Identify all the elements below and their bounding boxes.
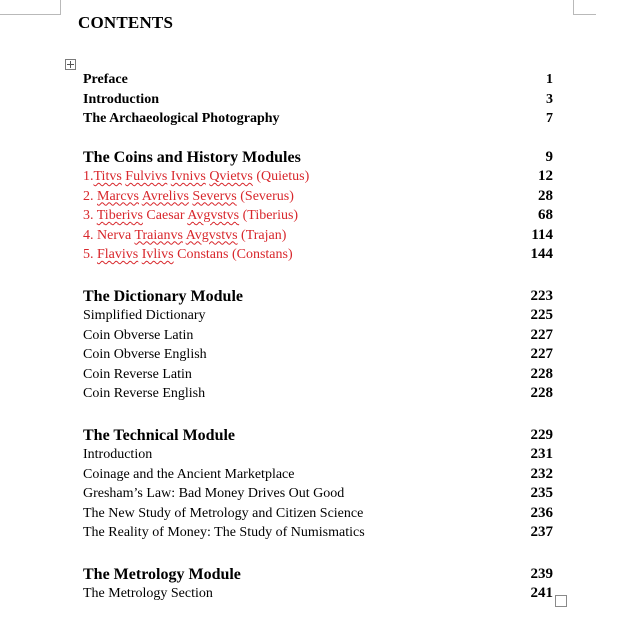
toc-section-dictionary[interactable] bbox=[83, 287, 553, 307]
toc-entry-page: 236 bbox=[530, 504, 553, 521]
toc-entry-title: Coin Obverse Latin bbox=[83, 327, 194, 343]
toc-section-page: 239 bbox=[530, 565, 553, 582]
misspelled-word: Flavivs bbox=[97, 247, 139, 262]
toc-row-greshams-law[interactable] bbox=[83, 484, 553, 504]
toc-row-preface[interactable] bbox=[83, 70, 553, 90]
toc-row-reverse-english[interactable] bbox=[83, 384, 553, 404]
toc-section-page: 223 bbox=[530, 287, 553, 304]
toc-entry-page: 232 bbox=[530, 465, 553, 482]
misspelled-word: Avrelivs bbox=[141, 188, 189, 204]
toc-row-obverse-latin[interactable] bbox=[83, 326, 553, 346]
toc-row-constans[interactable] bbox=[83, 245, 553, 265]
toc-entry-page: 227 bbox=[530, 326, 553, 343]
toc-section-technical[interactable] bbox=[83, 426, 553, 446]
toc-entry-title: Introduction bbox=[83, 447, 153, 462]
misspelled-word: Ivlivs bbox=[141, 247, 174, 262]
toc-entry-title: Coin Obverse English bbox=[83, 347, 207, 362]
toc-entry-title: The Reality of Money: The Study of Numismatics bbox=[83, 525, 365, 540]
toc-row-severus[interactable] bbox=[83, 187, 553, 207]
toc-section-coins-history[interactable] bbox=[83, 148, 553, 168]
spacer bbox=[83, 265, 553, 287]
toc-entry-page: 144 bbox=[530, 246, 553, 262]
toc-row-reverse-latin[interactable] bbox=[83, 365, 553, 385]
toc-section-title: The Coins and History Modules bbox=[83, 148, 301, 166]
toc-entry-title: Coin Reverse Latin bbox=[83, 366, 192, 382]
toc-entry-page: 114 bbox=[531, 226, 553, 243]
toc-entry-page: 235 bbox=[530, 485, 553, 501]
toc-entry-title: The Archaeological Photography bbox=[83, 111, 280, 126]
toc-section-page: 9 bbox=[545, 148, 553, 165]
spacer bbox=[83, 543, 553, 565]
toc-entry-title: 2. Marcvs Avrelivs Severvs (Severus) bbox=[83, 188, 294, 204]
toc-row-reality-of-money[interactable] bbox=[83, 523, 553, 543]
table-resize-handle-icon[interactable] bbox=[555, 595, 567, 607]
toc-row-coinage-marketplace[interactable] bbox=[83, 465, 553, 485]
toc-entry-title: 3. Tiberivs Caesar Avgvstvs (Tiberius) bbox=[83, 208, 299, 223]
misspelled-word: Ivnivs bbox=[170, 169, 206, 184]
spacer bbox=[83, 129, 553, 148]
toc-row-quietus[interactable] bbox=[83, 167, 553, 187]
toc-row-simplified-dictionary[interactable] bbox=[83, 306, 553, 326]
toc-row-tiberius[interactable] bbox=[83, 206, 553, 226]
toc-entry-title: The New Study of Metrology and Citizen Science bbox=[83, 505, 364, 521]
page-title: CONTENTS bbox=[78, 13, 174, 32]
toc-entry-title: 4. Nerva Traianvs Avgvstvs (Trajan) bbox=[83, 227, 287, 243]
toc-row-metrology-section[interactable] bbox=[83, 584, 553, 604]
toc-entry-title: The Metrology Section bbox=[83, 586, 213, 601]
table-move-handle-icon[interactable] bbox=[65, 59, 76, 70]
misspelled-word: Titvs bbox=[93, 169, 122, 184]
toc-entry-page: 225 bbox=[530, 307, 553, 323]
toc-entry-title: 1.Titvs Fulvivs Ivnivs Qvietvs (Quietus) bbox=[83, 169, 310, 184]
misspelled-word: Traianvs bbox=[134, 227, 183, 243]
toc-entry-title: Preface bbox=[83, 72, 128, 87]
toc-section-title: The Dictionary Module bbox=[83, 287, 243, 305]
toc-section-title: The Technical Module bbox=[83, 426, 236, 444]
toc-section-metrology[interactable] bbox=[83, 565, 553, 585]
toc-entry-page: 228 bbox=[530, 365, 553, 382]
toc-entry-title: 5. Flavivs Ivlivs Constans (Constans) bbox=[83, 247, 293, 262]
misspelled-word: Severvs bbox=[192, 188, 237, 204]
misspelled-word: Fulvivs bbox=[125, 169, 168, 184]
spacer bbox=[83, 404, 553, 426]
toc-row-introduction[interactable] bbox=[83, 90, 553, 110]
toc-entry-title: Coin Reverse English bbox=[83, 386, 206, 401]
toc-entry-page: 3 bbox=[546, 91, 553, 107]
misspelled-word: Tiberivs bbox=[96, 208, 143, 223]
toc-entry-page: 241 bbox=[530, 585, 553, 601]
toc-entry-title: Gresham’s Law: Bad Money Drives Out Good bbox=[83, 486, 345, 501]
toc-entry-page: 227 bbox=[530, 346, 553, 362]
table-of-contents bbox=[83, 70, 553, 604]
misspelled-word: Marcvs bbox=[97, 188, 139, 204]
toc-entry-page: 12 bbox=[538, 168, 553, 184]
toc-entry-page: 237 bbox=[530, 524, 553, 540]
toc-entry-page: 231 bbox=[530, 446, 553, 462]
misspelled-word: Qvietvs bbox=[209, 169, 253, 184]
toc-row-obverse-english[interactable] bbox=[83, 345, 553, 365]
misspelled-word: Avgvstvs bbox=[187, 208, 240, 223]
toc-row-metrology-citizen-science[interactable] bbox=[83, 504, 553, 524]
crop-mark-top-left bbox=[0, 0, 61, 15]
toc-entry-title: Simplified Dictionary bbox=[83, 308, 206, 323]
toc-section-page: 229 bbox=[530, 426, 553, 443]
toc-entry-page: 28 bbox=[538, 187, 553, 204]
toc-row-archaeological-photography[interactable] bbox=[83, 109, 553, 129]
crop-mark-top-right bbox=[573, 0, 596, 15]
toc-entry-page: 7 bbox=[546, 111, 553, 126]
toc-entry-page: 68 bbox=[538, 207, 553, 223]
toc-entry-page: 228 bbox=[530, 385, 553, 401]
toc-section-title: The Metrology Module bbox=[83, 565, 241, 583]
toc-entry-title: Coinage and the Ancient Marketplace bbox=[83, 466, 295, 482]
toc-entry-page: 1 bbox=[546, 72, 553, 87]
toc-row-trajan[interactable] bbox=[83, 226, 553, 246]
toc-row-technical-introduction[interactable] bbox=[83, 445, 553, 465]
misspelled-word: Avgvstvs bbox=[185, 227, 238, 243]
toc-entry-title: Introduction bbox=[83, 91, 159, 107]
